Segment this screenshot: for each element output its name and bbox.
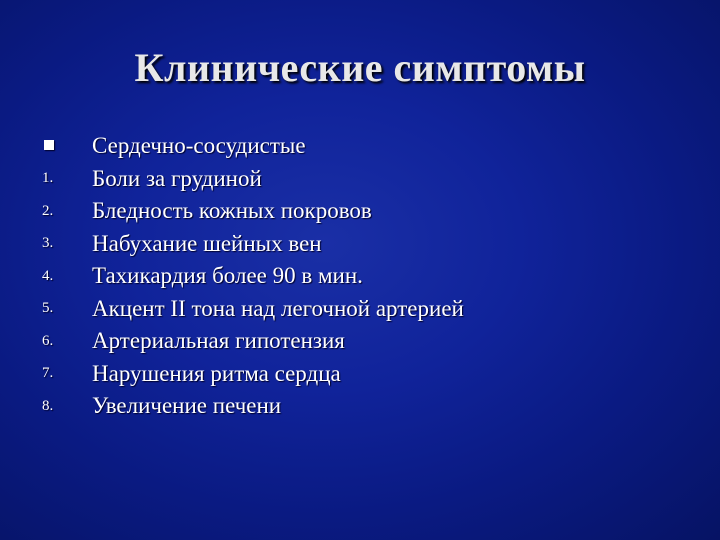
list-number: 4.	[42, 267, 54, 284]
list-item-heading	[42, 130, 682, 163]
list-item-text: Бледность кожных покровов	[92, 198, 372, 224]
list-item-text: Акцент II тона над легочной артерией	[92, 295, 464, 321]
list-number: 1.	[42, 170, 54, 187]
list-item	[42, 163, 682, 196]
list-item	[42, 260, 682, 293]
slide-title: Клинические симптомы	[134, 45, 586, 90]
list-number: 5.	[42, 300, 54, 317]
list-number: 8.	[42, 397, 54, 414]
list-item-text: Сердечно-сосудистые	[92, 133, 306, 159]
square-bullet-icon	[44, 140, 54, 150]
list-number: 7.	[42, 365, 54, 382]
list-item-text: Набухание шейных вен	[92, 230, 322, 256]
list-item	[42, 195, 682, 228]
list-item	[42, 293, 682, 326]
list-number: 3.	[42, 235, 54, 252]
list-item	[42, 358, 682, 391]
list-item	[42, 228, 682, 261]
list-number: 2.	[42, 202, 54, 219]
symptom-list	[42, 130, 682, 423]
list-item-text: Артериальная гипотензия	[92, 328, 345, 354]
list-item	[42, 325, 682, 358]
list-item-text: Нарушения ритма сердца	[92, 360, 341, 386]
bullet-marker	[42, 138, 92, 155]
list-item	[42, 390, 682, 423]
list-number: 6.	[42, 332, 54, 349]
list-item-text: Тахикардия более 90 в мин.	[92, 263, 363, 289]
list-item-text: Увеличение печени	[92, 393, 282, 419]
list-item-text: Боли за грудиной	[92, 165, 262, 191]
